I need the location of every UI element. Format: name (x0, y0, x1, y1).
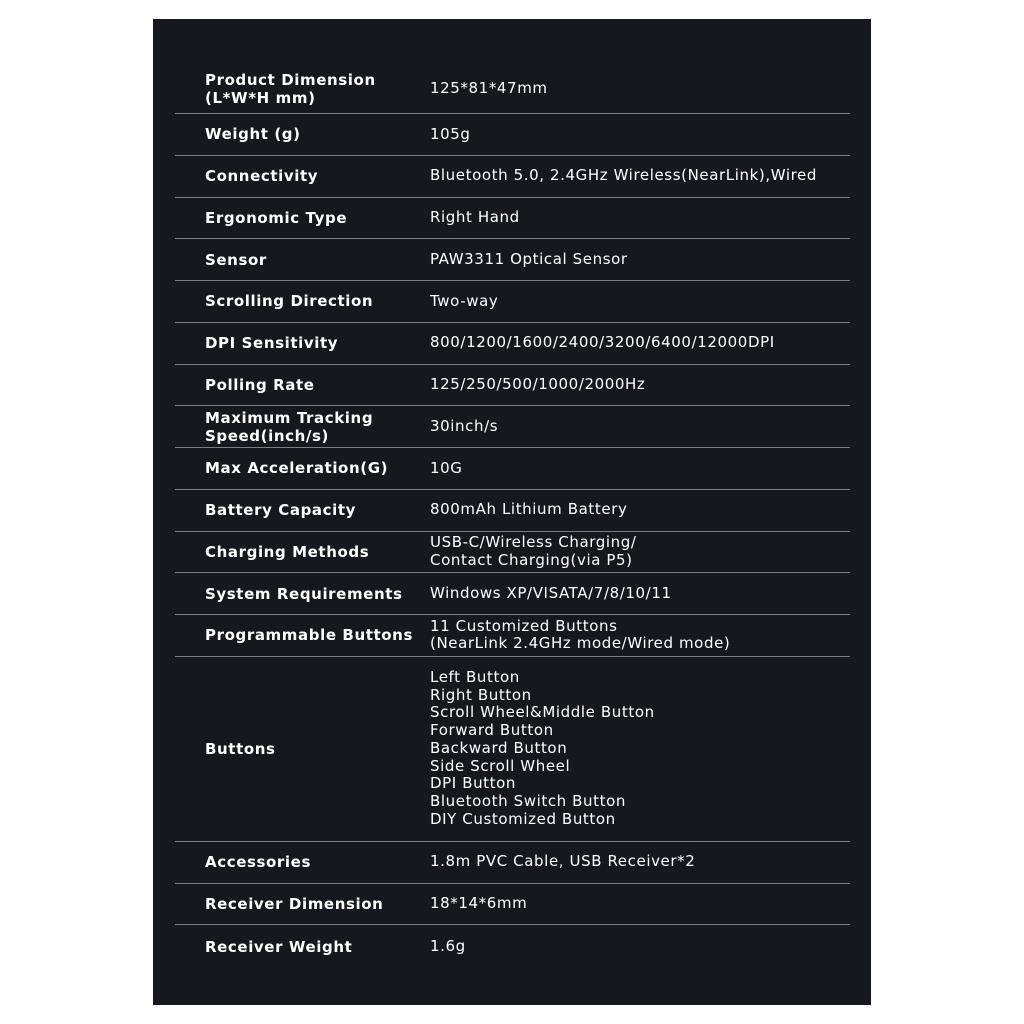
spec-value: 800/1200/1600/2400/3200/6400/12000DPI (430, 333, 775, 352)
spec-label: Buttons (205, 739, 276, 758)
spec-row-sensor (175, 239, 850, 281)
spec-value: 800mAh Lithium Battery (430, 500, 628, 519)
spec-value: Left Button Right Button Scroll Wheel&Middle Button Forward Button Backward Button Side Scroll Wheel DPI Button Bluetooth Switch Button DIY Customized Button (430, 667, 655, 828)
spec-label: Accessories (205, 853, 311, 872)
spec-label: Polling Rate (205, 375, 315, 394)
spec-row-product-dimension (175, 64, 850, 114)
spec-table (175, 64, 850, 969)
spec-value: PAW3311 Optical Sensor (430, 249, 628, 268)
spec-value: 105g (430, 124, 471, 143)
spec-label: Maximum Tracking Speed(inch/s) (205, 408, 374, 445)
spec-row-scrolling-direction (175, 281, 850, 323)
spec-row-charging-methods (175, 532, 850, 574)
spec-label: DPI Sensitivity (205, 334, 339, 353)
spec-label: Receiver Weight (205, 938, 353, 957)
spec-label: Sensor (205, 250, 267, 269)
spec-row-buttons (175, 657, 850, 842)
spec-label: Battery Capacity (205, 501, 357, 520)
spec-row-system-requirements (175, 573, 850, 615)
spec-value: Bluetooth 5.0, 2.4GHz Wireless(NearLink),Wired (430, 166, 817, 185)
spec-row-programmable-buttons (175, 615, 850, 657)
spec-label: Weight (g) (205, 125, 301, 144)
spec-label: Receiver Dimension (205, 894, 384, 913)
spec-value: 1.6g (430, 937, 466, 956)
spec-label: Max Acceleration(G) (205, 459, 389, 478)
spec-row-battery-capacity (175, 490, 850, 532)
spec-row-receiver-weight (175, 925, 850, 969)
spec-label: Programmable Buttons (205, 626, 413, 645)
spec-value: 125/250/500/1000/2000Hz (430, 375, 646, 393)
spec-row-dpi-sensitivity (175, 323, 850, 365)
spec-row-weight (175, 114, 850, 156)
spec-value: 1.8m PVC Cable, USB Receiver*2 (430, 852, 696, 871)
spec-label: Connectivity (205, 167, 319, 186)
spec-value: USB-C/Wireless Charging/ Contact Charging(via P5) (430, 533, 637, 569)
spec-value: 10G (430, 458, 463, 477)
spec-row-max-tracking-speed (175, 406, 850, 448)
spec-row-max-acceleration (175, 448, 850, 490)
spec-value: Two-way (430, 291, 499, 310)
spec-label: Scrolling Direction (205, 292, 374, 311)
spec-value: Right Hand (430, 208, 520, 226)
spec-row-connectivity (175, 156, 850, 198)
spec-label: Ergonomic Type (205, 208, 348, 227)
spec-sheet-panel (153, 19, 871, 1005)
spec-label: Charging Methods (205, 542, 370, 561)
spec-value: 18*14*6mm (430, 894, 528, 912)
spec-value: Windows XP/VISATA/7/8/10/11 (430, 583, 672, 602)
spec-value: 30inch/s (430, 416, 499, 435)
spec-row-polling-rate (175, 365, 850, 407)
spec-row-receiver-dimension (175, 884, 850, 926)
spec-row-ergonomic-type (175, 198, 850, 240)
spec-label: Product Dimension (L*W*H mm) (205, 70, 376, 107)
spec-label: System Requirements (205, 584, 403, 603)
spec-value: 11 Customized Buttons (NearLink 2.4GHz mode/Wired mode) (430, 616, 731, 653)
spec-row-accessories (175, 842, 850, 884)
spec-value: 125*81*47mm (430, 78, 548, 97)
